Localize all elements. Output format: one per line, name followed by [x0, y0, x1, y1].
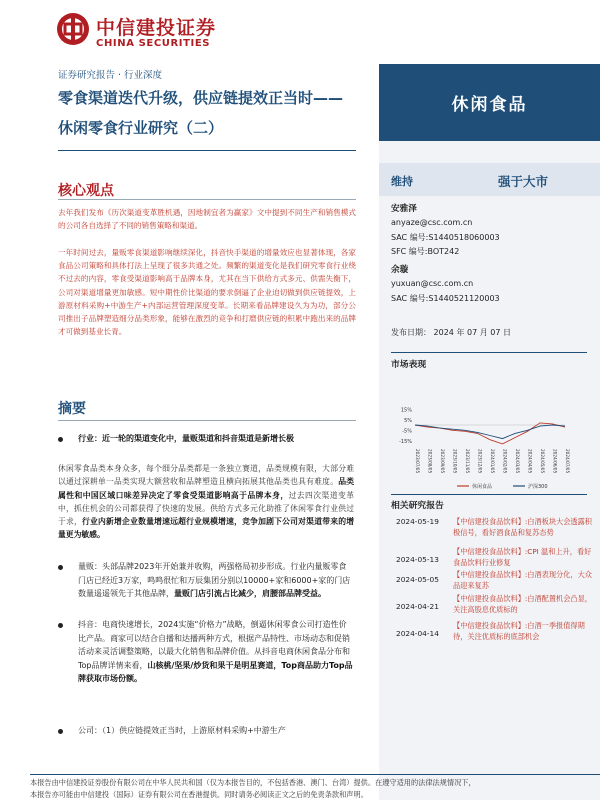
abstract-industry-body — [58, 462, 354, 556]
related-reports-title: 相关研究报告 — [391, 501, 444, 511]
analyst-sfc: SFC 编号:BOT242 — [391, 247, 460, 256]
body-text-bold: 品类属性和中国区域口味差异决定了零食受渠道影响高于品牌本身， — [58, 477, 355, 500]
bullet-text-bold: 山核桃/坚果/炒货和果干是明星赛道，Top商品助力Top品牌获取市场份额。 — [78, 660, 353, 684]
abstract-bullet-bulk — [58, 560, 354, 616]
bullet-text: 公司：（1）供应链提效正当时，上游原材料采购+中游生产 — [78, 726, 286, 735]
bullet-dot-icon — [58, 437, 63, 442]
abstract-bullet-industry — [58, 432, 354, 460]
key-points-heading: 核心观点 — [58, 183, 114, 199]
x-tick-label: 2023/09/05 — [440, 449, 445, 474]
key-points-paragraph-1: 去年我们发布《历次渠道变革胜机遇，因地制宜者为赢家》文中提到不同生产和销售模式的公司各自选择了不同的销售策略和渠道。 — [58, 208, 356, 231]
market-divider — [391, 352, 587, 353]
body-text-bold: 行业内新增企业数量增速远超行业规模增速，竞争加剧下公司对渠道带来的增量更为敏感。 — [58, 517, 355, 540]
report-tag: 证券研究报告 · 行业深度 — [58, 70, 163, 81]
x-tick-label: 2023/12/05 — [477, 449, 483, 474]
market-performance-chart — [391, 398, 587, 492]
logo-text-en: CHINA SECURITIES — [96, 38, 211, 49]
x-tick-label: 2024/03/05 — [515, 449, 520, 474]
related-report-date: 2024-04-14 — [396, 629, 439, 638]
x-tick-label: 2023/10/05 — [452, 449, 458, 474]
abstract-bullet-douyin — [58, 618, 354, 700]
bullet-text: 行业：近一轮的渠道变化中，量贩渠道和抖音渠道是新增长极 — [78, 434, 294, 443]
related-report-link[interactable]: 【中信建投食品饮料】:白酒一季报值得期待，关注优质标的底部机会 — [453, 621, 585, 641]
related-report-date: 2024-05-13 — [396, 555, 439, 564]
related-report-link[interactable]: 【中信建投食品饮料】:白酒表现分化，大众品迎来复苏 — [453, 570, 592, 590]
chart-svg — [391, 398, 587, 492]
industry-badge: 休闲食品 — [379, 64, 600, 141]
x-tick-label: 2024/05/05 — [540, 449, 545, 474]
logo-emblem-icon — [56, 12, 90, 46]
footer-divider — [30, 774, 600, 775]
x-tick-label: 2023/08/05 — [427, 449, 433, 474]
x-tick-label: 2024/07/05 — [565, 449, 570, 474]
footer-line: 本报告由中信建投证券股份有限公司在中华人民共和国（仅为本报告目的，不包括香港、澳门、台湾）提供。在遵守适用的法律法规情况下， — [30, 778, 476, 787]
x-tick-label: 2023/07/05 — [415, 449, 420, 474]
x-tick-label: 2024/02/05 — [502, 449, 508, 474]
bullet-text — [78, 618, 354, 686]
analyst-email[interactable]: anyaze@csc.com.cn — [391, 218, 473, 227]
analyst-sac: SAC 编号:S1440521120003 — [391, 294, 500, 303]
y-tick-label: -5% — [402, 428, 412, 435]
bullet-dot-icon — [58, 729, 63, 734]
analyst-name: 安雅泽 — [391, 204, 417, 214]
series-line — [415, 425, 565, 439]
title-divider — [58, 150, 356, 151]
market-chart-title: 市场表现 — [391, 360, 427, 370]
analyst-sac: SAC 编号:S1440518060003 — [391, 233, 500, 242]
body-text: 过去四次渠道变革中，抓住机会的公司都获得了快速的发展。供给方式多元化助推了休闲零食行业供过于求， — [58, 490, 354, 527]
footer-disclaimer — [30, 777, 600, 800]
related-report-link[interactable]: 【中信建投食品饮料】:CPI 温和上升，看好食品饮料行业修复 — [453, 547, 592, 567]
y-tick-label: -15% — [399, 438, 412, 445]
rating-action: 维持 — [391, 175, 413, 188]
related-report-item[interactable] — [391, 620, 596, 658]
y-tick-label: 5% — [404, 417, 412, 424]
x-tick-label: 2024/01/05 — [490, 449, 495, 474]
x-tick-label: 2024/06/05 — [552, 449, 558, 474]
related-report-date: 2024-04-21 — [396, 602, 439, 611]
bullet-dot-icon — [58, 565, 63, 570]
related-divider — [391, 494, 587, 495]
bullet-text-body: 抖音：电商快速增长，2024实施“价格力”战略，倒逼休闲零食公司打造性价比产品。商家可以结合自播和达播两种方式，根据产品特性、市场动态和促销活动来灵活调整策略，以最大化销售和品牌价值。从抖音电商休闲食品分布和Top品牌详情来看， — [78, 620, 350, 670]
related-report-link[interactable]: 【中信建投食品饮料】:白酒配置机会凸显，关注高股息优质标的 — [453, 594, 592, 614]
bullet-text-bold: 量贩门店引流占比减少，肩腰部品牌受益。 — [174, 589, 326, 599]
analyst-email[interactable]: yuxuan@csc.com.cn — [391, 279, 474, 288]
legend-label: 休闲食品 — [472, 484, 493, 490]
key-points-divider — [58, 199, 356, 200]
logo-text-cn: 中信建投证券 — [96, 17, 217, 39]
report-title-line1: 零食渠道迭代升级，供应链提效正当时—— — [58, 89, 344, 107]
abstract-bullet-company — [58, 724, 354, 738]
analyst-name: 余璇 — [391, 265, 409, 275]
x-tick-label: 2024/04/05 — [527, 449, 533, 474]
footer-line: 本报告亦可能由中信建投（国际）证券有限公司在香港提供。同时请务必阅读正文之后的免责条款和声明。 — [30, 790, 368, 799]
abstract-divider — [58, 420, 356, 421]
related-report-date: 2024-05-19 — [396, 517, 439, 526]
related-report-link[interactable]: 【中信建投食品饮料】:白酒板块大会透露积极信号，看好酒食品和复苏态势 — [453, 517, 592, 537]
report-title-line2: 休闲零食行业研究（二） — [58, 119, 224, 137]
abstract-heading: 摘要 — [58, 401, 86, 417]
related-report-date: 2024-05-05 — [396, 575, 439, 584]
publish-date: 发布日期： 2024 年 07 月 07 日 — [391, 328, 511, 337]
body-text: 休闲零食品类本身众多，每个细分品类都是一条独立赛道，品类规模有限，大部分难以通过深耕单一品类实现大额营收和品牌塑造且横向拓展其他品类也具有难度。 — [58, 464, 354, 487]
bullet-text-body: 量贩：头部品牌2023年开始兼并收购，两强格局初步形成。行业内量贩零食门店已经近3万家，鸣鸣很忙和万辰集团分别以10000+家和6000+家的门店数量遥遥领先于其他品牌， — [78, 562, 351, 599]
y-tick-label: 15% — [400, 407, 412, 414]
bullet-text — [78, 560, 354, 601]
key-points-paragraph-2: 一年时间过去，量贩零食渠道影响继续深化，抖音快手渠道的增量效应也显著体现，各家食品公司策略和具体打法上呈现了很多共通之处。频繁的渠道变化是我们研究零食行业绕不过去的内容，零食受渠道影响高于品牌本身，尤其在当下供给方式多元、供需失衡下，公司对渠道增量更加敏感。短中期性价比渠道的要求倒逼了企业迫切做到供应链提效，上游原材料采购+中游生产+内部运营管理深度变革。长期来看品牌建设久为为功，部分公司推出子品牌塑造细分品类形象，能够在激烈的竞争和打磨供应链的积累中跑出来的品牌才可做到基业长青。 — [58, 248, 356, 337]
company-logo — [56, 10, 236, 52]
x-tick-label: 2023/11/05 — [465, 449, 470, 474]
legend-label: 沪深300 — [528, 484, 548, 490]
rating-value: 强于大市 — [498, 174, 549, 189]
bullet-dot-icon — [58, 623, 63, 628]
